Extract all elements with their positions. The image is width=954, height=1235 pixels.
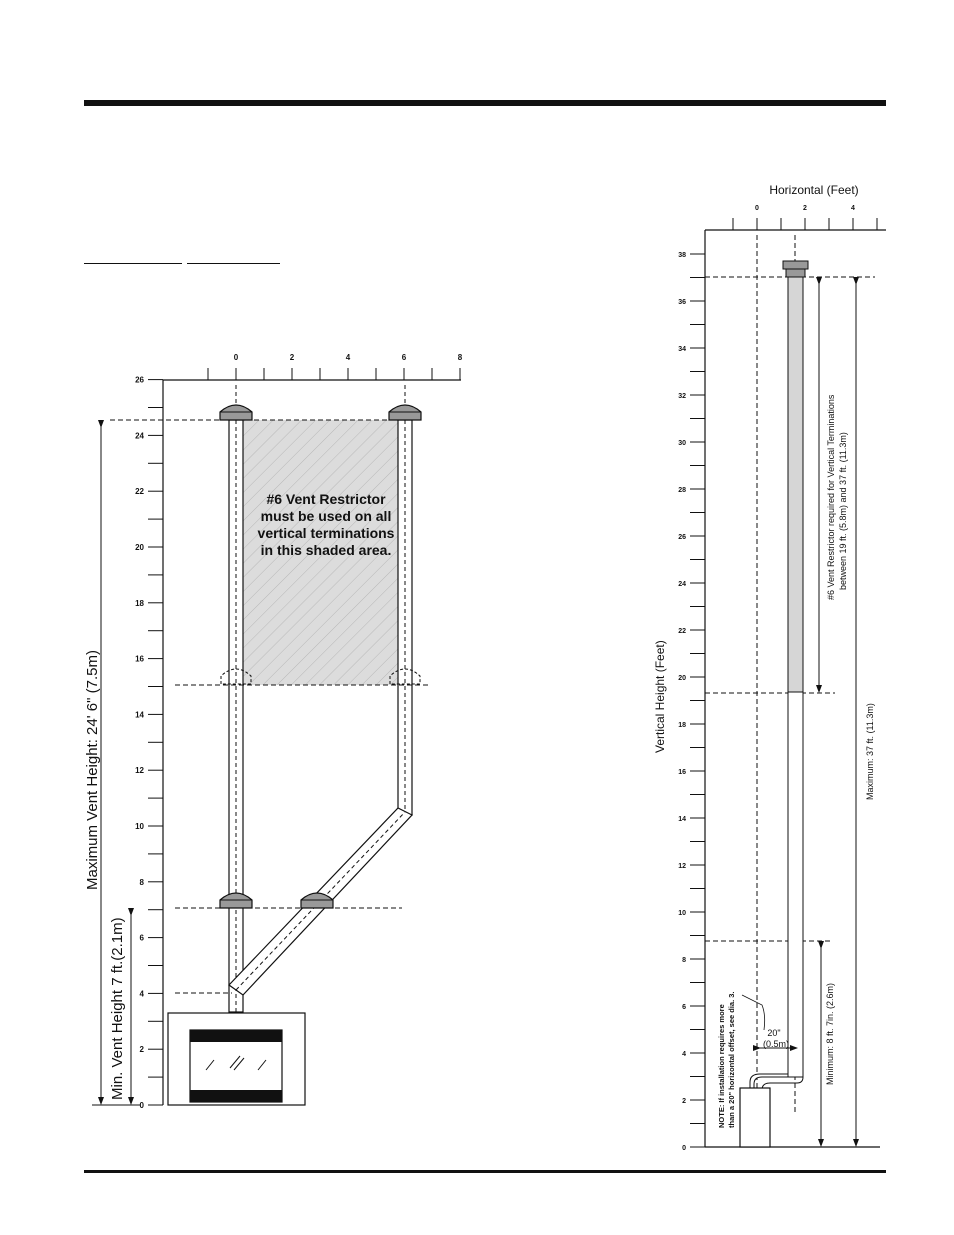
left-x-tick-label: 2	[289, 353, 295, 362]
left-y-tick-label: 0	[139, 1101, 144, 1110]
right-y-tick-label: 6	[682, 1004, 686, 1011]
left-y-tick-label: 6	[139, 933, 144, 943]
offset-note-line-2: than a 20" horizontal offset, see dia. 3.	[727, 991, 736, 1128]
left-y-tick-label: 4	[139, 989, 144, 999]
right-y-tick-label: 36	[678, 299, 686, 306]
right-y-tick-label: 24	[678, 581, 686, 588]
restrictor-shaded-section	[788, 277, 803, 692]
right-x-tick-label: 0	[755, 205, 759, 212]
left-y-tick-label: 22	[135, 487, 144, 497]
right-y-tick-label: 26	[678, 534, 686, 541]
left-x-tick-label: 4	[345, 353, 351, 362]
minimum-height-label: Minimum: 8 ft. 7in. (2.6m)	[825, 982, 835, 1085]
right-y-tick-label: 16	[678, 769, 686, 776]
right-y-tick-label: 0	[682, 1145, 686, 1152]
maximum-height-label: Maximum: 37 ft. (11.3m)	[865, 703, 875, 800]
right-y-tick-label: 4	[682, 1051, 686, 1058]
right-y-tick-label: 28	[678, 487, 686, 494]
right-x-tick-label: 2	[803, 205, 807, 212]
right-y-tick-label: 34	[678, 346, 686, 353]
right-y-tick-label: 14	[678, 816, 686, 823]
restrictor-note-line-2: must be used on all	[260, 508, 392, 524]
right-x-tick-label: 4	[851, 205, 855, 212]
restrictor-note-line-1: #6 Vent Restrictor	[266, 491, 386, 507]
restrictor-note-line-3: vertical terminations	[257, 525, 395, 541]
left-x-tick-label: 6	[401, 353, 407, 362]
offset-label-m: (0.5m)	[762, 1039, 790, 1049]
left-x-tick-label: 8	[457, 353, 463, 362]
restrictor-note-line-4: in this shaded area.	[260, 542, 392, 558]
right-y-tick-label: 10	[678, 910, 686, 917]
right-y-tick-label: 8	[682, 957, 686, 964]
right-y-tick-label: 22	[678, 628, 686, 635]
offset-label-ft: 20"	[767, 1028, 781, 1038]
fireplace-unit	[168, 1013, 305, 1105]
horizontal-axis-title: Horizontal (Feet)	[769, 183, 859, 197]
restrictor-required-line-1: #6 Vent Restrictor required for Vertical Terminations	[826, 394, 836, 600]
vent-cap-min-left	[220, 893, 252, 908]
right-y-tick-label: 18	[678, 722, 686, 729]
right-y-tick-label: 32	[678, 393, 686, 400]
vent-cap-top-right	[389, 405, 421, 420]
left-y-tick-label: 12	[135, 766, 144, 776]
min-vent-height-label: Min. Vent Height 7 ft.(2.1m)	[109, 917, 126, 1100]
right-y-tick-label: 2	[682, 1098, 686, 1105]
left-y-tick-label: 26	[135, 375, 144, 385]
vent-cap-top-left	[220, 405, 252, 420]
left-y-tick-label: 8	[139, 877, 144, 887]
offset-note-line-1: NOTE: If installation requires more	[717, 1004, 726, 1128]
right-y-tick-label: 20	[678, 675, 686, 682]
vertical-axis-title: Vertical Height (Feet)	[653, 640, 667, 753]
left-y-tick-label: 2	[139, 1045, 144, 1055]
left-x-tick-label: 0	[233, 353, 239, 362]
right-y-tick-label: 30	[678, 440, 686, 447]
fireplace-box	[740, 1088, 770, 1147]
restrictor-required-line-2: between 19 ft. (5.8m) and 37 ft. (11.3m)	[838, 432, 848, 590]
right-y-tick-label: 12	[678, 863, 686, 870]
right-y-tick-label: 38	[678, 252, 686, 259]
left-y-tick-label: 24	[135, 431, 144, 441]
vertical-vent-pipe	[788, 692, 803, 1077]
left-y-tick-label: 20	[135, 543, 144, 552]
left-y-tick-label: 10	[135, 822, 144, 831]
vent-termination-cap	[783, 261, 808, 269]
left-y-tick-label: 16	[135, 654, 144, 664]
right-vent-diagram	[653, 183, 886, 1152]
left-vent-diagram	[84, 353, 463, 1110]
max-vent-height-label: Maximum Vent Height: 24' 6" (7.5m)	[84, 650, 101, 890]
left-y-tick-label: 18	[135, 598, 144, 608]
left-y-tick-label: 14	[135, 710, 144, 720]
